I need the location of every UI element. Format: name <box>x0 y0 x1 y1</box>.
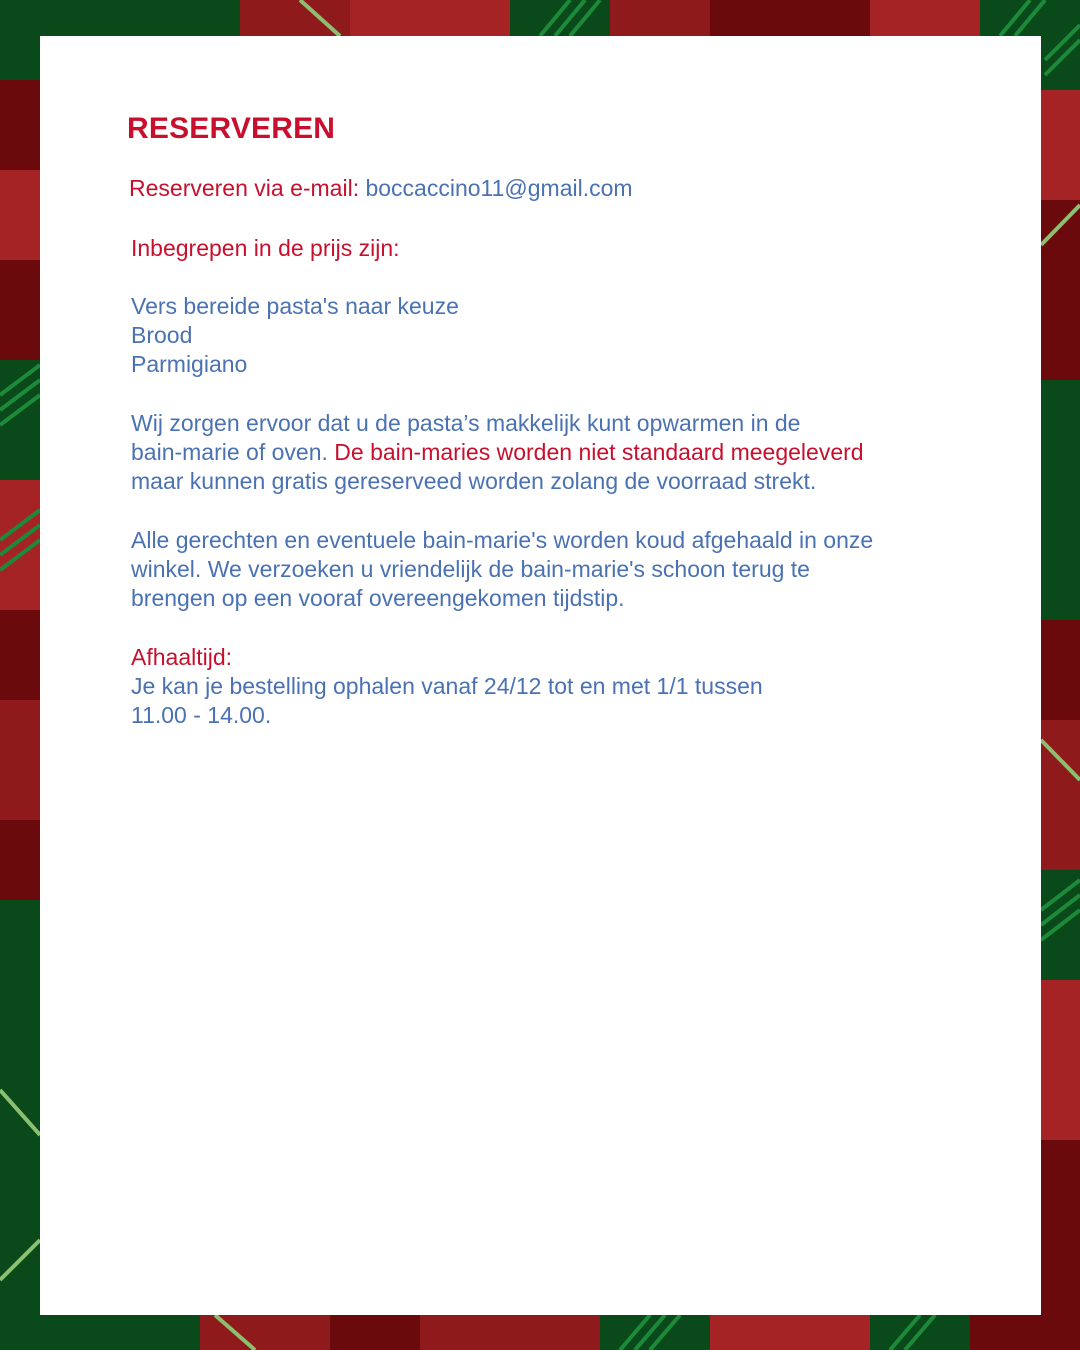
reservation-card <box>40 36 1041 1315</box>
reheat-line-3: maar kunnen gratis gereserveed worden zolang de voorraad strekt. <box>131 468 817 494</box>
pickup-note-line-1: Alle gerechten en eventuele bain-marie's worden koud afgehaald in onze <box>131 527 874 553</box>
pickup-time-line-1: Je kan je bestelling ophalen vanaf 24/12 tot en met 1/1 tussen <box>131 673 763 699</box>
pickup-time-line-2: 11.00 - 14.00. <box>131 702 272 728</box>
reheat-line-1: Wij zorgen ervoor dat u de pasta’s makkelijk kunt opwarmen in de <box>131 410 801 436</box>
pickup-note-line-2: winkel. We verzoeken u vriendelijk de bain-marie's schoon terug te <box>131 556 810 582</box>
email-line <box>129 174 633 203</box>
included-item-pasta: Vers bereide pasta's naar keuze <box>131 293 459 319</box>
email-address-link[interactable]: boccaccino11@gmail.com <box>365 175 633 201</box>
reheat-line-2-red: De bain-maries worden niet standaard meegeleverd <box>334 439 864 465</box>
pickup-note-line-3: brengen op een vooraf overeengekomen tijdstip. <box>131 585 625 611</box>
reheat-line-2 <box>131 438 864 467</box>
page-title: RESERVEREN <box>127 112 336 145</box>
pickup-time-heading: Afhaaltijd: <box>131 644 233 670</box>
included-heading: Inbegrepen in de prijs zijn: <box>131 235 400 261</box>
included-item-parmigiano: Parmigiano <box>131 351 248 377</box>
reheat-line-2-blue: bain-marie of oven. <box>131 439 335 465</box>
email-label: Reserveren via e-mail: <box>129 175 366 201</box>
included-item-bread: Brood <box>131 322 193 348</box>
